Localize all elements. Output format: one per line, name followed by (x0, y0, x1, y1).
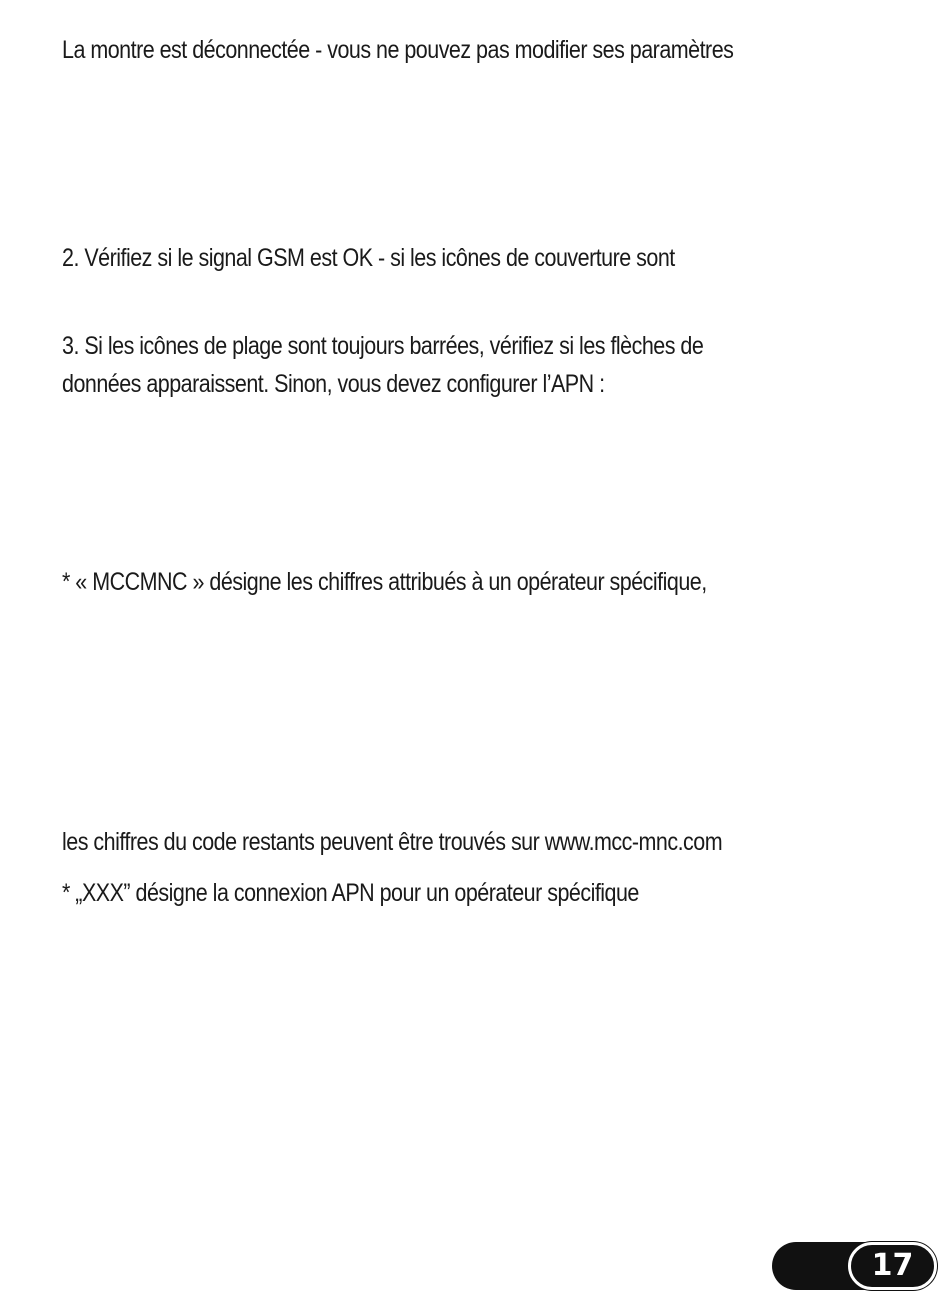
xxx-apn-note-text: * „XXX” désigne la connexion APN pour un opérateur spécifique (62, 879, 639, 907)
remaining-digits-note-text: les chiffres du code restants peuvent être trouvés sur www.mcc-mnc.com (62, 828, 723, 856)
mccmnc-note-text: * « MCCMNC » désigne les chiffres attribués à un opérateur spécifique, (62, 568, 707, 596)
step-3-text-line-1: 3. Si les icônes de plage sont toujours barrées, vérifiez si les flèches de (62, 332, 704, 360)
page-number: 17 (871, 1248, 914, 1283)
step-3-text-line-2: données apparaissent. Sinon, vous devez configurer l’APN : (62, 370, 605, 398)
disconnected-warning-text: La montre est déconnectée - vous ne pouvez pas modifier ses paramètres (62, 36, 734, 64)
step-2-text: 2. Vérifiez si le signal GSM est OK - si les icônes de couverture sont (62, 244, 675, 272)
